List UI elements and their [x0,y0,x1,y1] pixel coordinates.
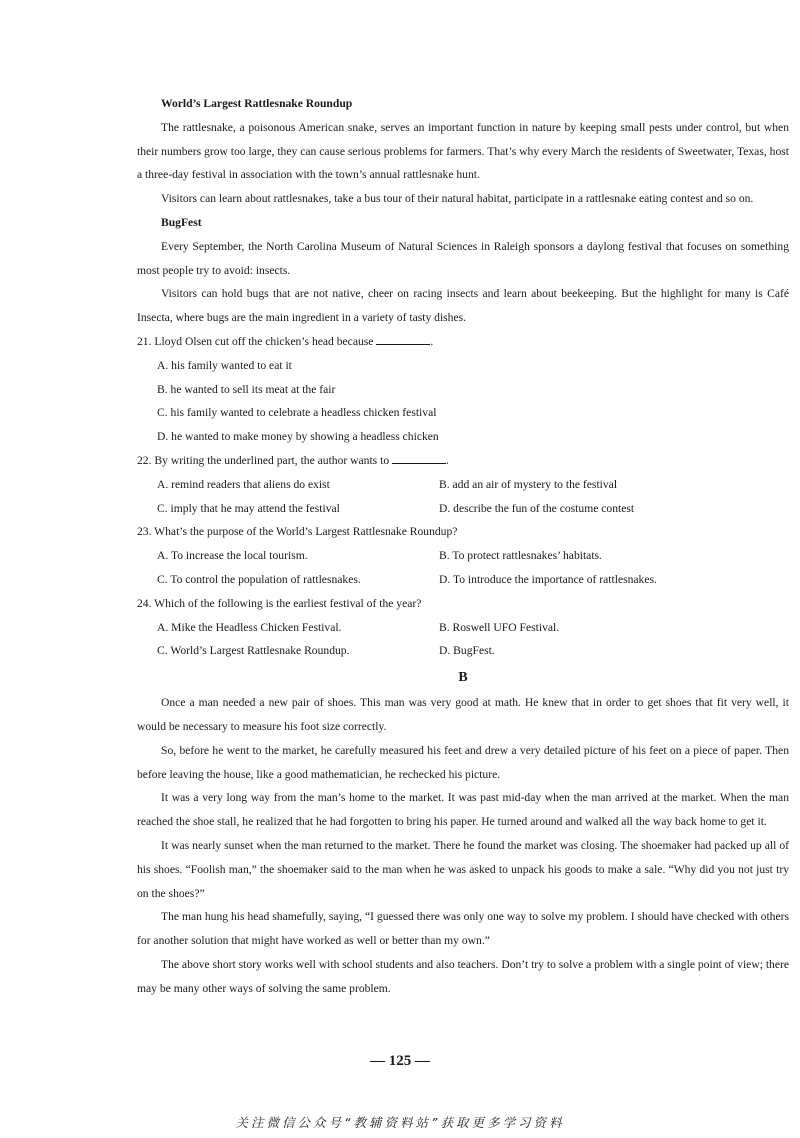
question-22-option-a: A. remind readers that aliens do exist [157,477,330,491]
question-23-option-c: C. To control the population of rattlesnakes. [157,572,361,586]
question-22-options-row-1 [137,473,789,497]
passage-b-paragraph-6: The above short story works well with school students and also teachers. Don’t try to solve a problem with a single point of view; there may be many other ways of solving the same problem. [137,957,789,995]
bugfest-paragraph-1: Every September, the North Carolina Museum of Natural Sciences in Raleigh sponsors a daylong festival that focuses on something most people try to avoid: insects. [137,239,789,277]
question-21-option-a: A. his family wanted to eat it [157,358,292,372]
question-24-option-b: B. Roswell UFO Festival. [439,620,560,634]
passage-b-paragraph-2: So, before he went to the market, he carefully measured his feet and drew a very detailed picture of his feet on a piece of paper. Then before leaving the house, like a good mathematician, he rechecked his picture. [137,743,789,781]
question-21-option-c: C. his family wanted to celebrate a headless chicken festival [157,406,437,420]
question-24-stem: 24. Which of the following is the earliest festival of the year? [137,596,422,610]
page-content [137,92,789,1000]
page-number: — 125 — [370,1053,430,1069]
question-21-option-b: B. he wanted to sell its meat at the fair [157,382,336,396]
question-23-options-row-1 [137,544,789,568]
question-22-options-row-2 [137,497,789,521]
question-24-options-row-2 [137,639,789,663]
question-24-options-row-1 [137,616,789,640]
rattlesnake-paragraph-2: Visitors can learn about rattlesnakes, take a bus tour of their natural habitat, participate in a rattlesnake eating contest and so on. [161,192,754,206]
question-21-option-d: D. he wanted to make money by showing a headless chicken [157,430,439,444]
answer-blank [392,452,446,464]
answer-blank [376,333,430,345]
bugfest-paragraph-2: Visitors can hold bugs that are not native, cheer on racing insects and learn about beekeeping. But the highlight for many is Café Insecta, where bugs are the main ingredient in a variety of tasty dishes. [137,287,789,325]
question-22-stem [137,449,789,473]
question-23-option-a: A. To increase the local tourism. [157,549,308,563]
rattlesnake-paragraph-1: The rattlesnake, a poisonous American snake, serves an important function in nature by keeping small pests under control, but when their numbers grow too large, they can cause serious problems for farmers. That’s why every March the residents of Sweetwater, Texas, host a three-day festival in association with the town’s annual rattlesnake hunt. [137,120,789,182]
question-21-stem-end: . [430,334,434,348]
passage-b-paragraph-1: Once a man needed a new pair of shoes. This man was very good at math. He knew that in order to get shoes that fit very well, it would be necessary to measure his foot size correctly. [137,696,789,733]
passage-b-paragraph-5: The man hung his head shamefully, saying, “I guessed there was only one way to solve my problem. I should have checked with others for another solution that might have worked as well or better than my own.” [137,910,789,948]
question-23-stem: 23. What’s the purpose of the World’s Largest Rattlesnake Roundup? [137,525,458,539]
question-24-option-a: A. Mike the Headless Chicken Festival. [157,620,342,634]
question-23-option-b: B. To protect rattlesnakes’ habitats. [439,549,602,563]
question-23-options-row-2 [137,568,789,592]
passage-b-paragraph-3: It was a very long way from the man’s home to the market. It was past mid-day when the man arrived at the market. When the man reached the shoe stall, he realized that he had forgotten to bring his paper. He turned around and walked all the way back home to get it. [137,791,789,829]
question-22-option-d: D. describe the fun of the costume contest [439,501,635,515]
question-21-stem-text: 21. Lloyd Olsen cut off the chicken’s head because [137,334,374,348]
question-21-stem [137,330,789,354]
question-24-option-d: D. BugFest. [439,644,495,658]
question-23-option-d: D. To introduce the importance of rattlesnakes. [439,572,657,586]
question-22-stem-end: . [446,453,449,467]
question-22-option-c: C. imply that he may attend the festival [157,501,340,515]
footer-watermark-note: 关注微信公众号“教辅资料站”获取更多学习资料 [235,1115,565,1130]
bugfest-title: BugFest [161,215,202,229]
section-b-title: B [458,670,468,686]
passage-b-paragraph-4: It was nearly sunset when the man returned to the market. There he found the market was closing. The shoemaker had packed up all of his shoes. “Foolish man,” the shoemaker said to the man when he was asked to unpack his goods to make a sale. “Why did you not just try on the shoes?” [137,838,789,900]
question-22-stem-text: 22. By writing the underlined part, the author wants to [137,453,390,467]
question-22-option-b: B. add an air of mystery to the festival [439,477,618,491]
question-24-option-c: C. World’s Largest Rattlesnake Roundup. [157,644,350,658]
rattlesnake-title: World’s Largest Rattlesnake Roundup [161,97,353,110]
